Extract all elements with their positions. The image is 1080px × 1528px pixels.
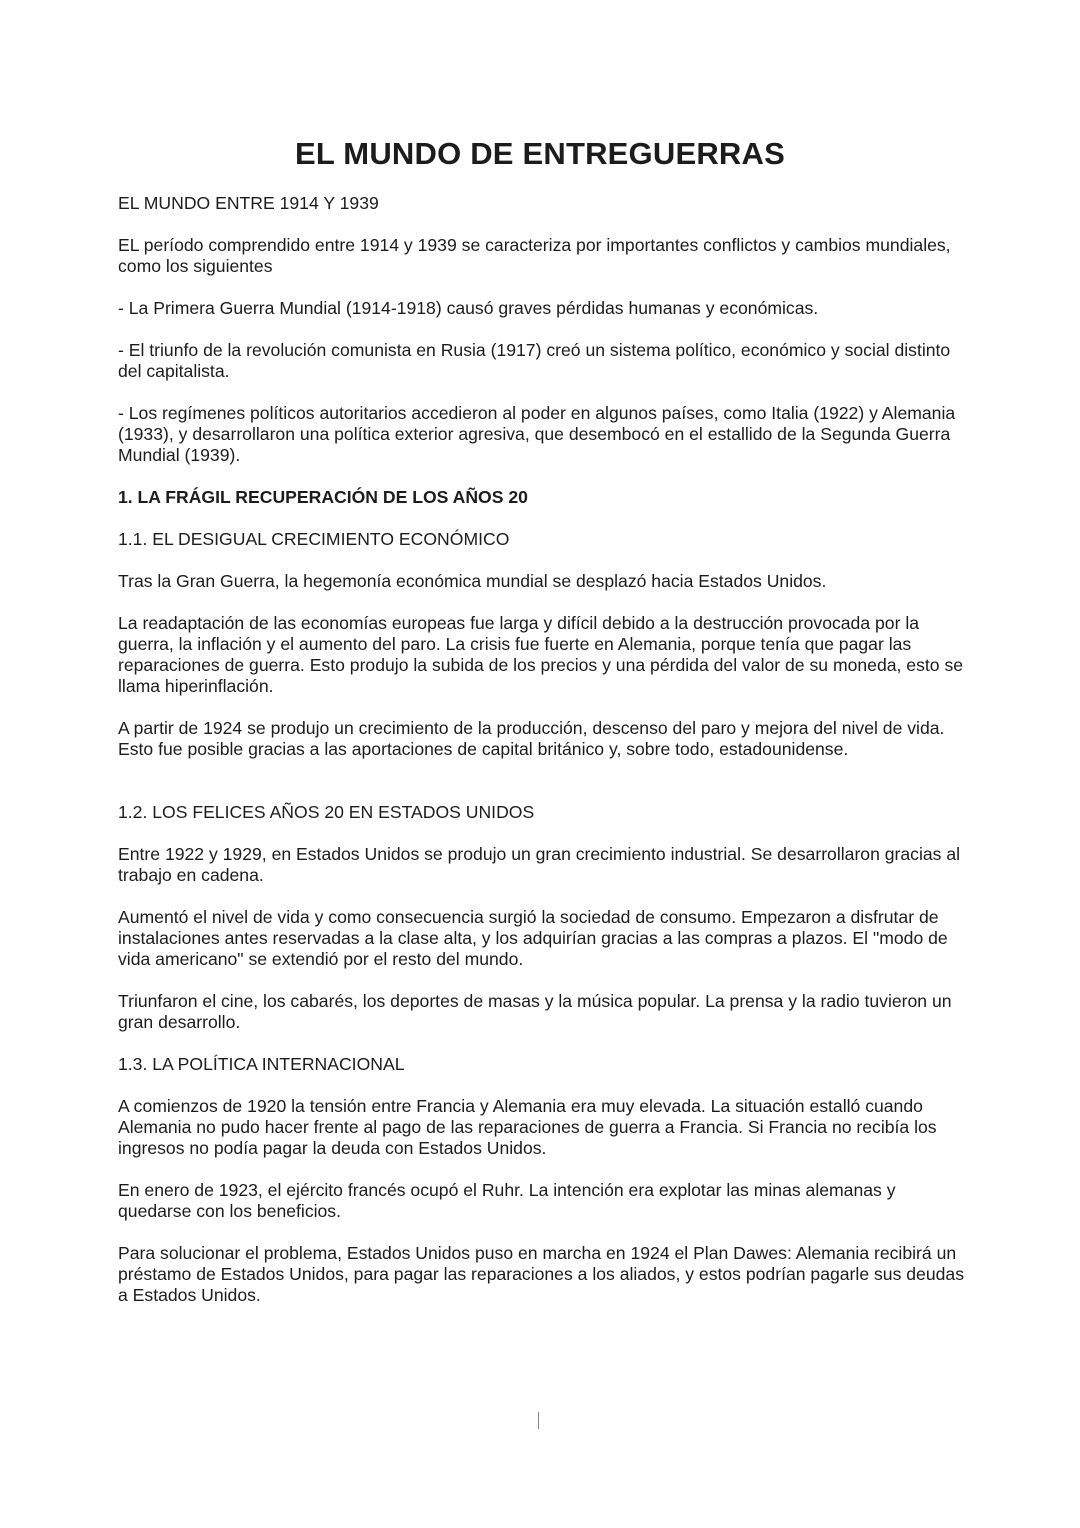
paragraph: A partir de 1924 se produjo un crecimiento de la producción, descenso del paro y mejora del nivel de vida. Esto fue posible gracias a las aportaciones de capital británico y, sobre todo, estadounidense. (118, 718, 945, 759)
intro-paragraph: EL período comprendido entre 1914 y 1939 se caracteriza por importantes conflictos y cambios mundiales, como los siguientes (118, 235, 951, 276)
subsection-heading: 1.1. EL DESIGUAL CRECIMIENTO ECONÓMICO (118, 529, 510, 549)
paragraph: Aumentó el nivel de vida y como consecuencia surgió la sociedad de consumo. Empezaron a disfrutar de instalaciones antes reservadas a la clase alta, y los adquirían gracias a las compras a plazos. El "modo de vida americano" se extendió por el resto del mundo. (118, 907, 948, 969)
subsection-heading: 1.2. LOS FELICES AÑOS 20 EN ESTADOS UNIDOS (118, 802, 535, 822)
paragraph: Tras la Gran Guerra, la hegemonía económica mundial se desplazó hacia Estados Unidos. (118, 571, 827, 591)
bullet-item: - Los regímenes políticos autoritarios accedieron al poder en algunos países, como Italia (1922) y Alemania (1933), y desarrollaron una política exterior agresiva, que desembocó en el estallido de la Segunda Guerra Mundial (1939). (118, 403, 956, 465)
paragraph: Triunfaron el cine, los cabarés, los deportes de masas y la música popular. La prensa y la radio tuvieron un gran desarrollo. (118, 991, 952, 1032)
document-subtitle: EL MUNDO ENTRE 1914 Y 1939 (118, 193, 379, 213)
document-title: EL MUNDO DE ENTREGUERRAS (295, 136, 785, 171)
paragraph: La readaptación de las economías europeas fue larga y difícil debido a la destrucción provocada por la guerra, la inflación y el aumento del paro. La crisis fue fuerte en Alemania, porque tenía que pagar las reparaciones de guerra. Esto produjo la subida de los precios y una pérdida del valor de su moneda, esto se llama hiperinflación. (118, 613, 964, 696)
subsection-heading: 1.3. LA POLÍTICA INTERNACIONAL (118, 1054, 405, 1074)
paragraph: Para solucionar el problema, Estados Unidos puso en marcha en 1924 el Plan Dawes: Alemania recibirá un préstamo de Estados Unidos, para pagar las reparaciones a los aliados, y estos podrían pagarle sus deudas a Estados Unidos. (118, 1243, 964, 1305)
page-number-mark (538, 1412, 539, 1429)
paragraph: Entre 1922 y 1929, en Estados Unidos se produjo un gran crecimiento industrial. Se desarrollaron gracias al trabajo en cadena. (118, 844, 961, 885)
paragraph: A comienzos de 1920 la tensión entre Francia y Alemania era muy elevada. La situación estalló cuando Alemania no pudo hacer frente al pago de las reparaciones de guerra a Francia. Si Francia no recibía los ingresos no podía pagar la deuda con Estados Unidos. (118, 1096, 937, 1158)
document-body (118, 193, 968, 1306)
bullet-item: - El triunfo de la revolución comunista en Rusia (1917) creó un sistema político, económico y social distinto del capitalista. (118, 340, 951, 381)
section-heading: 1. LA FRÁGIL RECUPERACIÓN DE LOS AÑOS 20 (118, 487, 528, 507)
paragraph: En enero de 1923, el ejército francés ocupó el Ruhr. La intención era explotar las minas alemanas y quedarse con los beneficios. (118, 1180, 896, 1221)
bullet-item: - La Primera Guerra Mundial (1914-1918) causó graves pérdidas humanas y económicas. (118, 298, 819, 318)
